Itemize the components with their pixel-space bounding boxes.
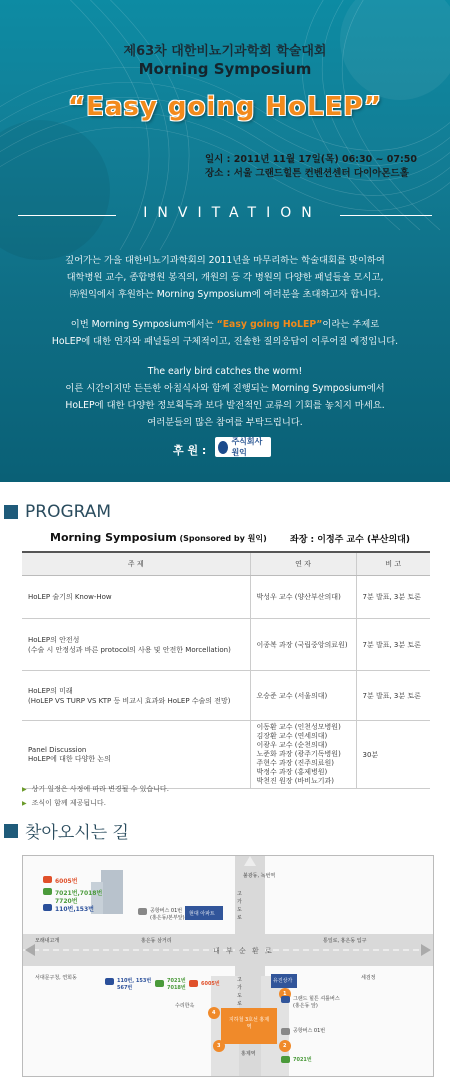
suri-hanok: 수리한옥 [175, 1003, 195, 1009]
bus-6005: 6005번 [55, 878, 78, 885]
program-title: Morning Symposium (Sponsored by 원익) [50, 531, 267, 544]
program-heading: PROGRAM [4, 502, 111, 522]
left-road-2: 서대문구청, 연희동 [35, 975, 77, 981]
shuttle-bus: 그랜드 힐튼 셔틀버스 [293, 996, 340, 1002]
program-note-2: ▶ 조식이 함께 제공됩니다. [22, 799, 106, 807]
left-road: 모래내고개 [35, 938, 60, 944]
sponsor-name: 주식회사 원익 [231, 437, 263, 457]
shuttle-bus-sub: (홍은동 앞) [293, 1003, 318, 1009]
row-note: 7분 발표, 3분 토론 [356, 576, 430, 619]
event-venue: 장소 : 서울 그랜드힐튼 컨벤션센터 다이아몬드홀 [205, 168, 409, 179]
row-topic: HoLEP 술기의 Know-How [22, 576, 250, 619]
main-road: 내 부 순 환 로 [213, 947, 274, 955]
program-table [22, 551, 430, 789]
overpass-label-1: 고 가 도 로 [237, 891, 242, 921]
hongeun-junction: 홍은동 삼거리 [141, 938, 172, 944]
closing-line-1: The early bird catches the worm! [147, 366, 303, 377]
airport-bus-icon [281, 1028, 290, 1035]
sponsor-label: 후 원 : [173, 444, 207, 457]
header-speaker: 연 자 [250, 552, 356, 576]
exit-1: 1 [283, 991, 287, 997]
row-speaker: 이동환 교수 (인천성모병원) 김장환 교수 (연세의대) 이광우 교수 (순천의대) 노준화 과장 (광주기독병원) 주현수 과장 (진주의료원) 박정수 과장 (홍제병원) 박천진 원장 (바비뇨기과) [250, 721, 356, 789]
congress-title: 제63차 대한비뇨기과학회 학술대회 [123, 44, 327, 59]
bus-mid4: 7018번 [167, 985, 186, 991]
bus-mid2: 567번 [117, 985, 133, 991]
closing-line-4: 여러분들의 많은 참여를 부탁드립니다. [147, 417, 303, 428]
location-map [22, 855, 434, 1077]
row-speaker: 박성우 교수 (양산부산의대) [250, 576, 356, 619]
row-note: 30분 [356, 721, 430, 789]
row-note: 7분 발표, 3분 토론 [356, 671, 430, 721]
closing-line-3: HoLEP에 대한 다양한 정보획득과 보다 발전적인 교류의 기회를 놓치지 마세요. [65, 400, 385, 411]
event-date: 일시 : 2011년 11월 17일(목) 06:30 ~ 07:50 [205, 154, 418, 165]
triangle-bullet-icon: ▶ [22, 800, 27, 807]
exit-4: 4 [212, 1010, 216, 1016]
table-row [22, 619, 430, 671]
section-square-icon [4, 824, 18, 838]
row-note: 7분 발표, 3분 토론 [356, 619, 430, 671]
row-topic: Panel Discussion HoLEP에 대한 다양한 논의 [22, 721, 250, 789]
blue-bus-icon [105, 978, 114, 985]
sponsor-logo-icon [218, 441, 228, 454]
program-note-1: ▶ 상기 일정은 사정에 따라 변경될 수 있습니다. [22, 785, 169, 793]
symposium-subtitle: Morning Symposium [138, 60, 312, 78]
invitation-heading: INVITATION [143, 205, 322, 221]
symposium-title: “Easy going HoLEP” [67, 92, 382, 122]
section-square-icon [4, 505, 18, 519]
table-row [22, 671, 430, 721]
shuttle-bus-icon [281, 996, 290, 1003]
right-road-2: 세검정 [361, 975, 376, 981]
bus-mid5: 6005번 [201, 981, 220, 987]
subway-station: 지하철 3호선 홍제역 [228, 1017, 270, 1030]
intro-line-3: ㈜원익에서 후원하는 Morning Symposium에 여러분을 초대하고자 합니다. [69, 289, 381, 300]
right-road: 통일로, 홍은동 입구 [323, 938, 367, 944]
bus-green1: 7021번,7018번 [55, 890, 103, 897]
red-bus-icon [189, 980, 198, 987]
red-bus-icon [43, 876, 52, 883]
row-speaker: 이종복 과장 (국립중앙의료원) [250, 619, 356, 671]
program-chair: 좌장 : 이정주 교수 (부산의대) [290, 535, 410, 545]
row-topic: HoLEP의 안전성 (수술 시 안정성과 바른 protocol의 사용 및 안전한 Morcellation) [22, 619, 250, 671]
bus-mid1: 110번, 153번 [117, 978, 152, 984]
north-road: 불광동, 녹번역 [243, 873, 276, 879]
airport-bus-sub: (홍은동/본부앞) [150, 915, 185, 921]
triangle-bullet-icon: ▶ [22, 786, 27, 793]
bus-blue1: 110번,153번 [55, 906, 94, 913]
blue-bus-icon [43, 904, 52, 911]
theme-line-2: HoLEP에 대한 연자와 패널들의 구체적이고, 진솔한 질의응답이 이루어질 예정입니다. [51, 336, 399, 347]
airport-bus-2: 공항버스 01번 [293, 1028, 326, 1034]
yujin-sangga: 유진상가 [273, 978, 293, 984]
bus-bottom: 7021번 [293, 1057, 312, 1063]
divider-right [340, 215, 432, 216]
exit-2: 2 [283, 1043, 287, 1049]
header-note: 비 고 [356, 552, 430, 576]
intro-line-1: 깊어가는 가을 대한비뇨기과학회의 2011년을 마무리하는 학술대회를 맞이하여 [65, 255, 385, 266]
bus-mid3: 7021번 [167, 978, 186, 984]
intro-line-2: 대학병원 교수, 종합병원 봉직의, 개원의 등 각 병원의 다양한 패널들을 모시고, [66, 272, 384, 283]
airport-bus: 공항버스 01번 [150, 908, 183, 914]
green-bus-icon [43, 888, 52, 895]
invitation-hero [0, 0, 450, 482]
directions-heading: 찾아오시는 길 [4, 818, 129, 843]
header-topic: 주 제 [22, 552, 250, 576]
bus-green2: 7720번 [55, 898, 78, 905]
exit-3: 3 [217, 1043, 221, 1049]
airport-bus-icon [138, 908, 147, 915]
table-header-row [22, 552, 430, 576]
table-row [22, 721, 430, 789]
table-row [22, 576, 430, 619]
green-bus-icon [281, 1056, 290, 1063]
green-bus-icon [155, 980, 164, 987]
closing-line-2: 이른 시간이지만 든든한 아침식사와 함께 진행되는 Morning Symposium에서 [65, 383, 385, 394]
row-speaker: 오승준 교수 (서울의대) [250, 671, 356, 721]
overpass-label-2: 고 가 도 로 [237, 977, 242, 1007]
divider-left [18, 215, 116, 216]
hongje-station: 홍제역 [241, 1051, 256, 1057]
theme-line-1: 이번 Morning Symposium에서는 “Easy going HoLEP”이라는 주제로 [70, 319, 380, 330]
row-topic: HoLEP의 미래 (HoLEP VS TURP VS KTP 등 비교시 효과와 HoLEP 수술의 전망) [22, 671, 250, 721]
hyundai-apt: 현대 아파트 [189, 911, 215, 917]
sponsor-logo [215, 437, 271, 457]
